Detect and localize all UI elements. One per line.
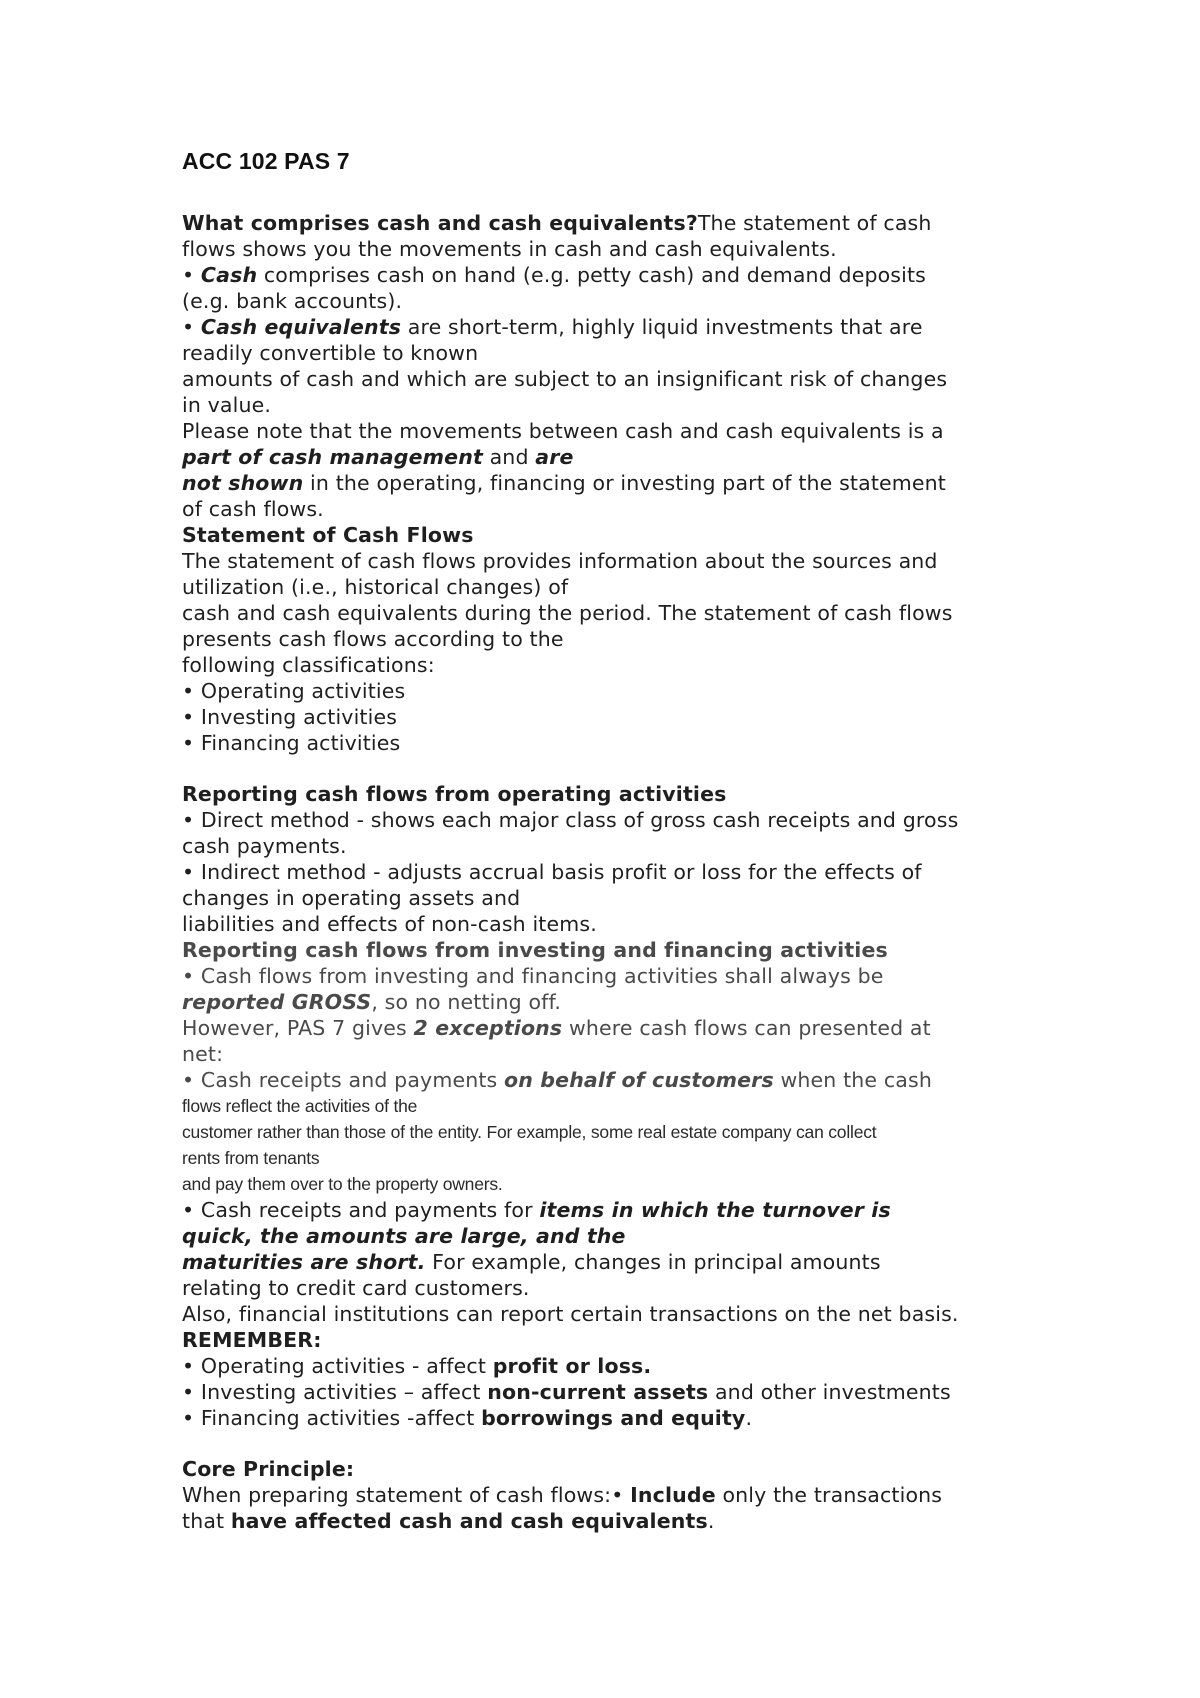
equivalents-term: Cash equivalents bbox=[200, 315, 402, 339]
investing-line-6: flows reflect the activities of the bbox=[182, 1096, 418, 1116]
note-line-3: not shown in the operating, financing or investing part of the statement bbox=[182, 471, 946, 495]
investing-line-1: • Cash flows from investing and financing activities shall always be bbox=[182, 964, 884, 988]
investing-line-4: net: bbox=[182, 1042, 224, 1066]
statement-p5: following classifications: bbox=[182, 653, 435, 677]
intro-line-1: What comprises cash and cash equivalents?The statement of cash bbox=[182, 211, 932, 235]
indirect-method-line-3: liabilities and effects of non-cash items. bbox=[182, 912, 597, 936]
indirect-method-line-2: changes in operating assets and bbox=[182, 886, 521, 910]
spacer bbox=[182, 1431, 1062, 1456]
investing-line-2: reported GROSS, so no netting off. bbox=[182, 990, 562, 1014]
statement-heading: Statement of Cash Flows bbox=[182, 523, 474, 547]
investing-line-3: However, PAS 7 gives 2 exceptions where cash flows can presented at bbox=[182, 1016, 931, 1040]
intro-heading: What comprises cash and cash equivalents? bbox=[182, 211, 698, 235]
investing-line-5: • Cash receipts and payments on behalf of customers when the cash bbox=[182, 1068, 932, 1092]
investing-line-12: maturities are short. For example, changes in principal amounts bbox=[182, 1250, 881, 1274]
investing-line-10: • Cash receipts and payments for items in which the turnover is bbox=[182, 1198, 891, 1222]
investing-line-14: Also, financial institutions can report certain transactions on the net basis. bbox=[182, 1302, 959, 1326]
remember-heading: REMEMBER: bbox=[182, 1328, 322, 1352]
list-item: • Investing activities bbox=[182, 705, 398, 729]
statement-p2: utilization (i.e., historical changes) of bbox=[182, 575, 569, 599]
document-title: ACC 102 PAS 7 bbox=[182, 148, 350, 174]
list-item: • Financing activities bbox=[182, 731, 401, 755]
statement-p1: The statement of cash flows provides information about the sources and bbox=[182, 549, 938, 573]
remember-financing: • Financing activities -affect borrowings and equity. bbox=[182, 1406, 753, 1430]
cash-bullet-cont: (e.g. bank accounts). bbox=[182, 289, 403, 313]
investing-line-8: rents from tenants bbox=[182, 1148, 320, 1168]
document-body bbox=[182, 146, 1062, 1534]
list-item: • Operating activities bbox=[182, 679, 406, 703]
note-line-2: part of cash management and are bbox=[182, 445, 574, 469]
note-line-4: of cash flows. bbox=[182, 497, 324, 521]
investing-line-11: quick, the amounts are large, and the bbox=[182, 1224, 626, 1248]
investing-line-9: and pay them over to the property owners. bbox=[182, 1174, 503, 1194]
core-heading: Core Principle: bbox=[182, 1457, 355, 1481]
equivalents-cont-3: in value. bbox=[182, 393, 272, 417]
intro-line-2: flows shows you the movements in cash and cash equivalents. bbox=[182, 237, 837, 261]
spacer bbox=[182, 756, 1062, 781]
direct-method-line-2: cash payments. bbox=[182, 834, 347, 858]
remember-operating: • Operating activities - affect profit or loss. bbox=[182, 1354, 652, 1378]
investing-line-7: customer rather than those of the entity. For example, some real estate company can collect bbox=[182, 1122, 877, 1142]
equivalents-bullet: • Cash equivalents are short-term, highly liquid investments that are bbox=[182, 315, 923, 339]
direct-method-line-1: • Direct method - shows each major class of gross cash receipts and gross bbox=[182, 808, 959, 832]
cash-bullet: • Cash comprises cash on hand (e.g. petty cash) and demand deposits bbox=[182, 263, 927, 287]
cash-term: Cash bbox=[200, 263, 258, 287]
core-line-2: that have affected cash and cash equivalents. bbox=[182, 1509, 715, 1533]
operating-heading: Reporting cash flows from operating activities bbox=[182, 782, 727, 806]
note-line-1: Please note that the movements between cash and cash equivalents is a bbox=[182, 419, 944, 443]
statement-p3: cash and cash equivalents during the period. The statement of cash flows bbox=[182, 601, 953, 625]
remember-investing: • Investing activities – affect non-current assets and other investments bbox=[182, 1380, 951, 1404]
core-line-1: When preparing statement of cash flows:• Include only the transactions bbox=[182, 1483, 943, 1507]
investing-heading: Reporting cash flows from investing and financing activities bbox=[182, 938, 888, 962]
investing-line-13: relating to credit card customers. bbox=[182, 1276, 530, 1300]
equivalents-cont-1: readily convertible to known bbox=[182, 341, 479, 365]
indirect-method-line-1: • Indirect method - adjusts accrual basis profit or loss for the effects of bbox=[182, 860, 922, 884]
statement-p4: presents cash flows according to the bbox=[182, 627, 564, 651]
equivalents-cont-2: amounts of cash and which are subject to an insignificant risk of changes bbox=[182, 367, 948, 391]
